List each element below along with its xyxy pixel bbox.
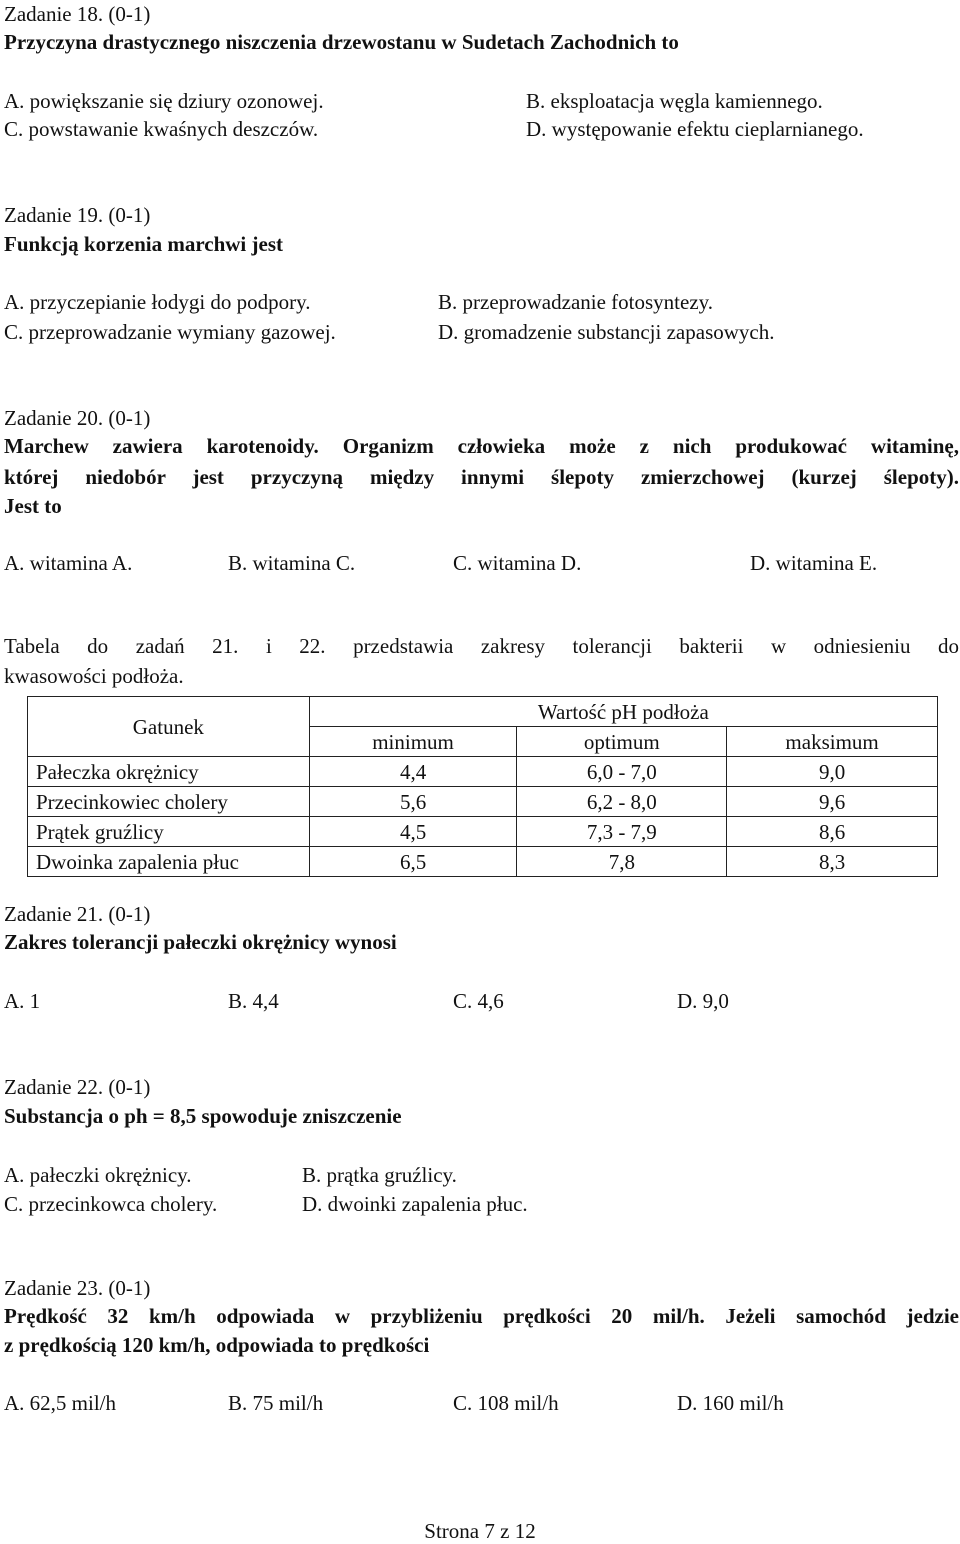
ph-tolerance-table bbox=[27, 696, 938, 877]
column-header-minimum: minimum bbox=[309, 727, 517, 757]
column-header-species: Gatunek bbox=[28, 697, 310, 757]
ph-max: 9,0 bbox=[727, 757, 938, 787]
q22-option-a: A. pałeczki okrężnicy. bbox=[4, 1163, 192, 1187]
q21-option-b: B. 4,4 bbox=[228, 989, 279, 1013]
q18-question: Przyczyna drastycznego niszczenia drzewostanu w Sudetach Zachodnich to bbox=[4, 30, 679, 54]
ph-opt: 7,3 - 7,9 bbox=[517, 817, 727, 847]
species-name: Pałeczka okrężnicy bbox=[28, 757, 310, 787]
table-row bbox=[28, 787, 938, 817]
q19-option-d: D. gromadzenie substancji zapasowych. bbox=[438, 320, 775, 344]
q20-heading: Zadanie 20. (0-1) bbox=[4, 406, 151, 430]
q18-option-b: B. eksploatacja węgla kamiennego. bbox=[526, 89, 823, 113]
q21-option-c: C. 4,6 bbox=[453, 989, 504, 1013]
ph-min: 6,5 bbox=[309, 847, 517, 877]
table-row bbox=[28, 847, 938, 877]
q22-heading: Zadanie 22. (0-1) bbox=[4, 1075, 151, 1099]
q19-option-b: B. przeprowadzanie fotosyntezy. bbox=[438, 290, 714, 314]
q22-option-b: B. prątka gruźlicy. bbox=[302, 1163, 457, 1187]
q23-text-line2: z prędkością 120 km/h, odpowiada to prędkości bbox=[4, 1333, 430, 1357]
species-name: Dwoinka zapalenia płuc bbox=[28, 847, 310, 877]
q20-option-b: B. witamina C. bbox=[228, 551, 356, 575]
q20-text-line3: Jest to bbox=[4, 494, 62, 518]
species-name: Prątek gruźlicy bbox=[28, 817, 310, 847]
ph-opt: 6,2 - 8,0 bbox=[517, 787, 727, 817]
q23-heading: Zadanie 23. (0-1) bbox=[4, 1276, 151, 1300]
ph-max: 9,6 bbox=[727, 787, 938, 817]
q19-option-c: C. przeprowadzanie wymiany gazowej. bbox=[4, 320, 336, 344]
table-intro-line2: kwasowości podłoża. bbox=[4, 664, 184, 688]
q20-option-a: A. witamina A. bbox=[4, 551, 133, 575]
ph-max: 8,3 bbox=[727, 847, 938, 877]
column-header-ph-group: Wartość pH podłoża bbox=[309, 697, 937, 727]
ph-max: 8,6 bbox=[727, 817, 938, 847]
ph-min: 4,4 bbox=[309, 757, 517, 787]
ph-opt: 7,8 bbox=[517, 847, 727, 877]
q23-option-b: B. 75 mil/h bbox=[228, 1391, 324, 1415]
table-row bbox=[28, 757, 938, 787]
q19-heading: Zadanie 19. (0-1) bbox=[4, 203, 151, 227]
q21-option-d: D. 9,0 bbox=[677, 989, 729, 1013]
q19-option-a: A. przyczepianie łodygi do podpory. bbox=[4, 290, 311, 314]
q19-question: Funkcją korzenia marchwi jest bbox=[4, 232, 283, 256]
q22-option-d: D. dwoinki zapalenia płuc. bbox=[302, 1192, 528, 1216]
q23-option-c: C. 108 mil/h bbox=[453, 1391, 559, 1415]
q20-option-d: D. witamina E. bbox=[750, 551, 878, 575]
q20-text-line1: Marchew zawiera karotenoidy. Organizm człowieka może z nich produkować witaminę, bbox=[4, 434, 959, 458]
species-name: Przecinkowiec cholery bbox=[28, 787, 310, 817]
ph-opt: 6,0 - 7,0 bbox=[517, 757, 727, 787]
column-header-optimum: optimum bbox=[517, 727, 727, 757]
q18-option-d: D. występowanie efektu cieplarnianego. bbox=[526, 117, 864, 141]
q22-question: Substancja o ph = 8,5 spowoduje zniszczenie bbox=[4, 1104, 402, 1128]
q23-text-line1: Prędkość 32 km/h odpowiada w przybliżeniu prędkości 20 mil/h. Jeżeli samochód jedzie bbox=[4, 1304, 959, 1328]
q22-option-c: C. przecinkowca cholery. bbox=[4, 1192, 218, 1216]
ph-min: 4,5 bbox=[309, 817, 517, 847]
q18-option-c: C. powstawanie kwaśnych deszczów. bbox=[4, 117, 319, 141]
column-header-maximum: maksimum bbox=[727, 727, 938, 757]
q20-text-line2: której niedobór jest przyczyną między innymi ślepoty zmierzchowej (kurzej ślepoty). bbox=[4, 465, 959, 489]
table-intro-line1: Tabela do zadań 21. i 22. przedstawia zakresy tolerancji bakterii w odniesieniu do bbox=[4, 634, 959, 658]
q21-option-a: A. 1 bbox=[4, 989, 41, 1013]
ph-min: 5,6 bbox=[309, 787, 517, 817]
table-row bbox=[28, 817, 938, 847]
page-number: Strona 7 z 12 bbox=[424, 1519, 536, 1543]
table-header-row-1 bbox=[28, 697, 938, 727]
q20-option-c: C. witamina D. bbox=[453, 551, 582, 575]
q23-option-a: A. 62,5 mil/h bbox=[4, 1391, 117, 1415]
q23-option-d: D. 160 mil/h bbox=[677, 1391, 784, 1415]
q21-question: Zakres tolerancji pałeczki okrężnicy wynosi bbox=[4, 930, 397, 954]
q18-heading: Zadanie 18. (0-1) bbox=[4, 2, 151, 26]
q18-option-a: A. powiększanie się dziury ozonowej. bbox=[4, 89, 324, 113]
q21-heading: Zadanie 21. (0-1) bbox=[4, 902, 151, 926]
